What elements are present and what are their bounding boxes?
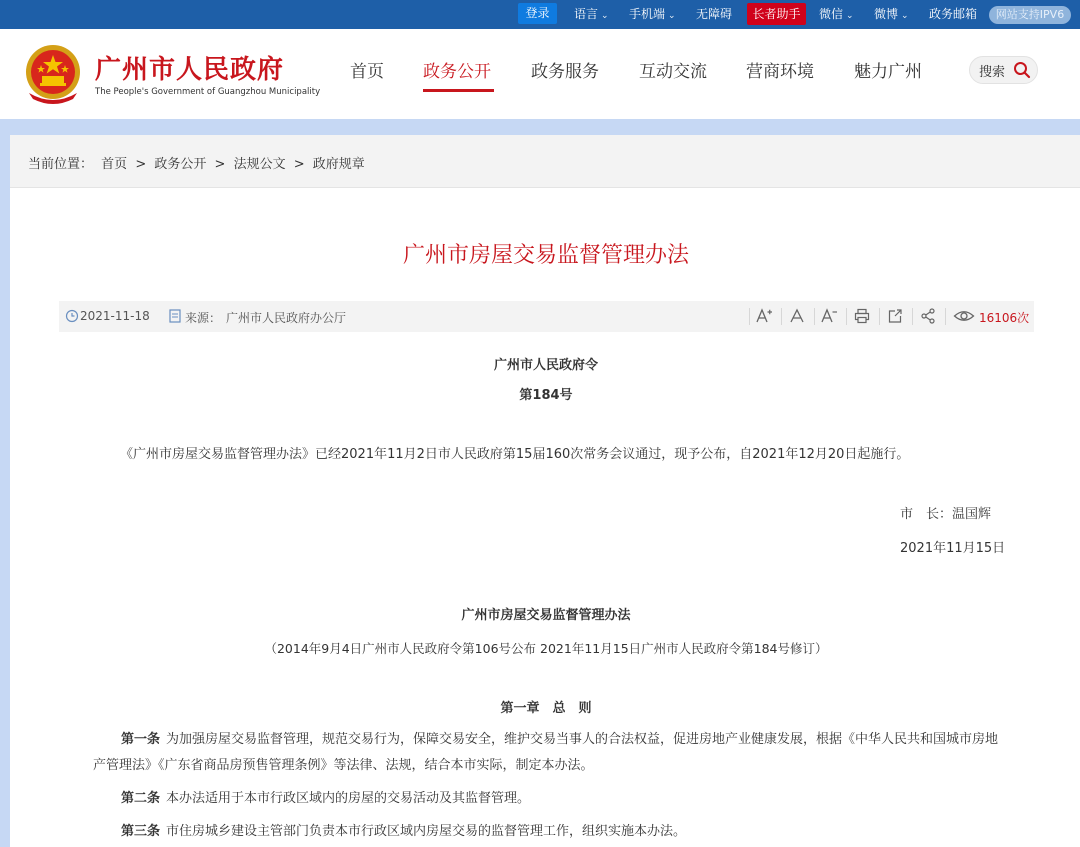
- breadcrumb-item-regulations[interactable]: 法规公文: [233, 157, 286, 172]
- article-clause: [93, 786, 1008, 812]
- nav-home[interactable]: 首页: [350, 62, 384, 82]
- site-brand-subtitle: The People's Government of Guangzhou Municipality: [95, 87, 321, 97]
- eye-icon: [953, 307, 975, 325]
- chevron-down-icon: ⌄: [901, 11, 909, 21]
- font-increase-icon[interactable]: [755, 307, 773, 325]
- chevron-down-icon: ⌄: [846, 11, 854, 21]
- nav-gov-services[interactable]: 政务服务: [531, 62, 599, 82]
- share-export-icon[interactable]: [886, 307, 904, 325]
- weibo-menu[interactable]: [874, 0, 909, 29]
- breadcrumb-separator: >: [135, 157, 147, 172]
- clause-text: 市住房城乡建设主管部门负责本市行政区域内房屋交易的监督管理工作，组织实施本办法。: [166, 824, 687, 839]
- font-decrease-icon[interactable]: [820, 307, 838, 325]
- clause-label: 第三条: [121, 824, 161, 839]
- login-button[interactable]: 登录: [518, 3, 557, 24]
- breadcrumb-item-gov-rules[interactable]: 政府规章: [312, 157, 365, 172]
- breadcrumb-item-gov-affairs-open[interactable]: 政务公开: [154, 157, 207, 172]
- breadcrumb-prefix: 当前位置：: [28, 157, 94, 172]
- mobile-menu[interactable]: [629, 0, 676, 29]
- nav-gov-affairs-open[interactable]: 政务公开: [423, 62, 491, 82]
- clause-label: 第一条: [121, 732, 161, 747]
- publish-date: 2021-11-18: [80, 309, 150, 323]
- breadcrumb: [10, 135, 1080, 188]
- article-clause: [93, 819, 1008, 845]
- chevron-down-icon: ⌄: [601, 11, 609, 21]
- search-icon: [1013, 61, 1031, 79]
- clause-text: 为加强房屋交易监督管理，规范交易行为，保障交易安全，维护交易当事人的合法权益，促进房地产业健康发展，根据《中华人民共和国城市房地产管理法》《广东省商品房预售管理条例》等法律、法规，结合本市实际，制定本办法。: [93, 732, 999, 773]
- signature-date: 2021年11月15日: [900, 541, 1006, 556]
- language-menu[interactable]: [574, 0, 609, 29]
- view-count: 16106次: [979, 311, 1030, 325]
- nav-business-environment[interactable]: 营商环境: [746, 62, 814, 82]
- search-button[interactable]: [969, 56, 1038, 84]
- law-revision-note: （2014年9月4日广州市人民政府令第106号公布 2021年11月15日广州市人民政府令第184号修订）: [264, 641, 828, 656]
- law-title: 广州市房屋交易监督管理办法: [461, 608, 631, 623]
- print-icon[interactable]: [853, 307, 871, 325]
- nav-charming-guangzhou[interactable]: 魅力广州: [854, 62, 922, 82]
- language-label: 语言: [574, 7, 599, 21]
- wechat-menu[interactable]: [819, 0, 854, 29]
- meta-divider: [814, 308, 815, 325]
- accessibility-link[interactable]: 无障碍: [696, 7, 733, 21]
- clause-text: 本办法适用于本市行政区域内的房屋的交易活动及其监督管理。: [166, 791, 531, 806]
- meta-divider: [781, 308, 782, 325]
- promulgation-text: 《广州市房屋交易监督管理办法》已经2021年11月2日市人民政府第15届160次常务会议通过，现予公布，自2021年12月20日起施行。: [120, 447, 910, 462]
- mobile-label: 手机端: [629, 7, 666, 21]
- document-icon: [166, 307, 184, 325]
- mayor-signature: 市 长：温国辉: [900, 507, 992, 522]
- meta-divider: [846, 308, 847, 325]
- article-title: 广州市房屋交易监督管理办法: [402, 243, 689, 268]
- order-number: 第184号: [519, 388, 573, 403]
- meta-divider: [749, 308, 750, 325]
- clause-label: 第二条: [121, 791, 161, 806]
- chapter-heading: 第一章 总 则: [500, 701, 592, 716]
- elder-assistant-button[interactable]: 长者助手: [747, 3, 806, 25]
- breadcrumb-separator: >: [293, 157, 305, 172]
- national-emblem-icon[interactable]: [23, 43, 83, 105]
- article-source: 广州市人民政府办公厅: [226, 311, 347, 325]
- search-label: 搜索: [979, 65, 1006, 80]
- chevron-down-icon: ⌄: [668, 11, 676, 21]
- source-label: 来源：: [185, 311, 222, 325]
- weibo-label: 微博: [874, 7, 899, 21]
- nav-active-indicator: [423, 89, 494, 92]
- article-clause: [93, 727, 1008, 779]
- order-title: 广州市人民政府令: [493, 358, 598, 373]
- wechat-label: 微信: [819, 7, 844, 21]
- gov-mail-link[interactable]: 政务邮箱: [929, 7, 978, 21]
- breadcrumb-item-home[interactable]: 首页: [101, 157, 128, 172]
- article-meta-bar: [59, 301, 1034, 332]
- meta-divider: [912, 308, 913, 325]
- breadcrumb-separator: >: [214, 157, 226, 172]
- font-reset-icon[interactable]: [788, 307, 806, 325]
- site-header: [0, 29, 1080, 119]
- meta-divider: [945, 308, 946, 325]
- top-utility-bar: [0, 0, 1080, 29]
- ipv6-badge: 网站支持IPV6: [989, 6, 1071, 24]
- site-brand-title[interactable]: 广州市人民政府: [95, 55, 285, 85]
- share-icon[interactable]: [919, 307, 937, 325]
- nav-interaction[interactable]: 互动交流: [639, 62, 707, 82]
- clock-icon: [63, 307, 81, 325]
- meta-divider: [879, 308, 880, 325]
